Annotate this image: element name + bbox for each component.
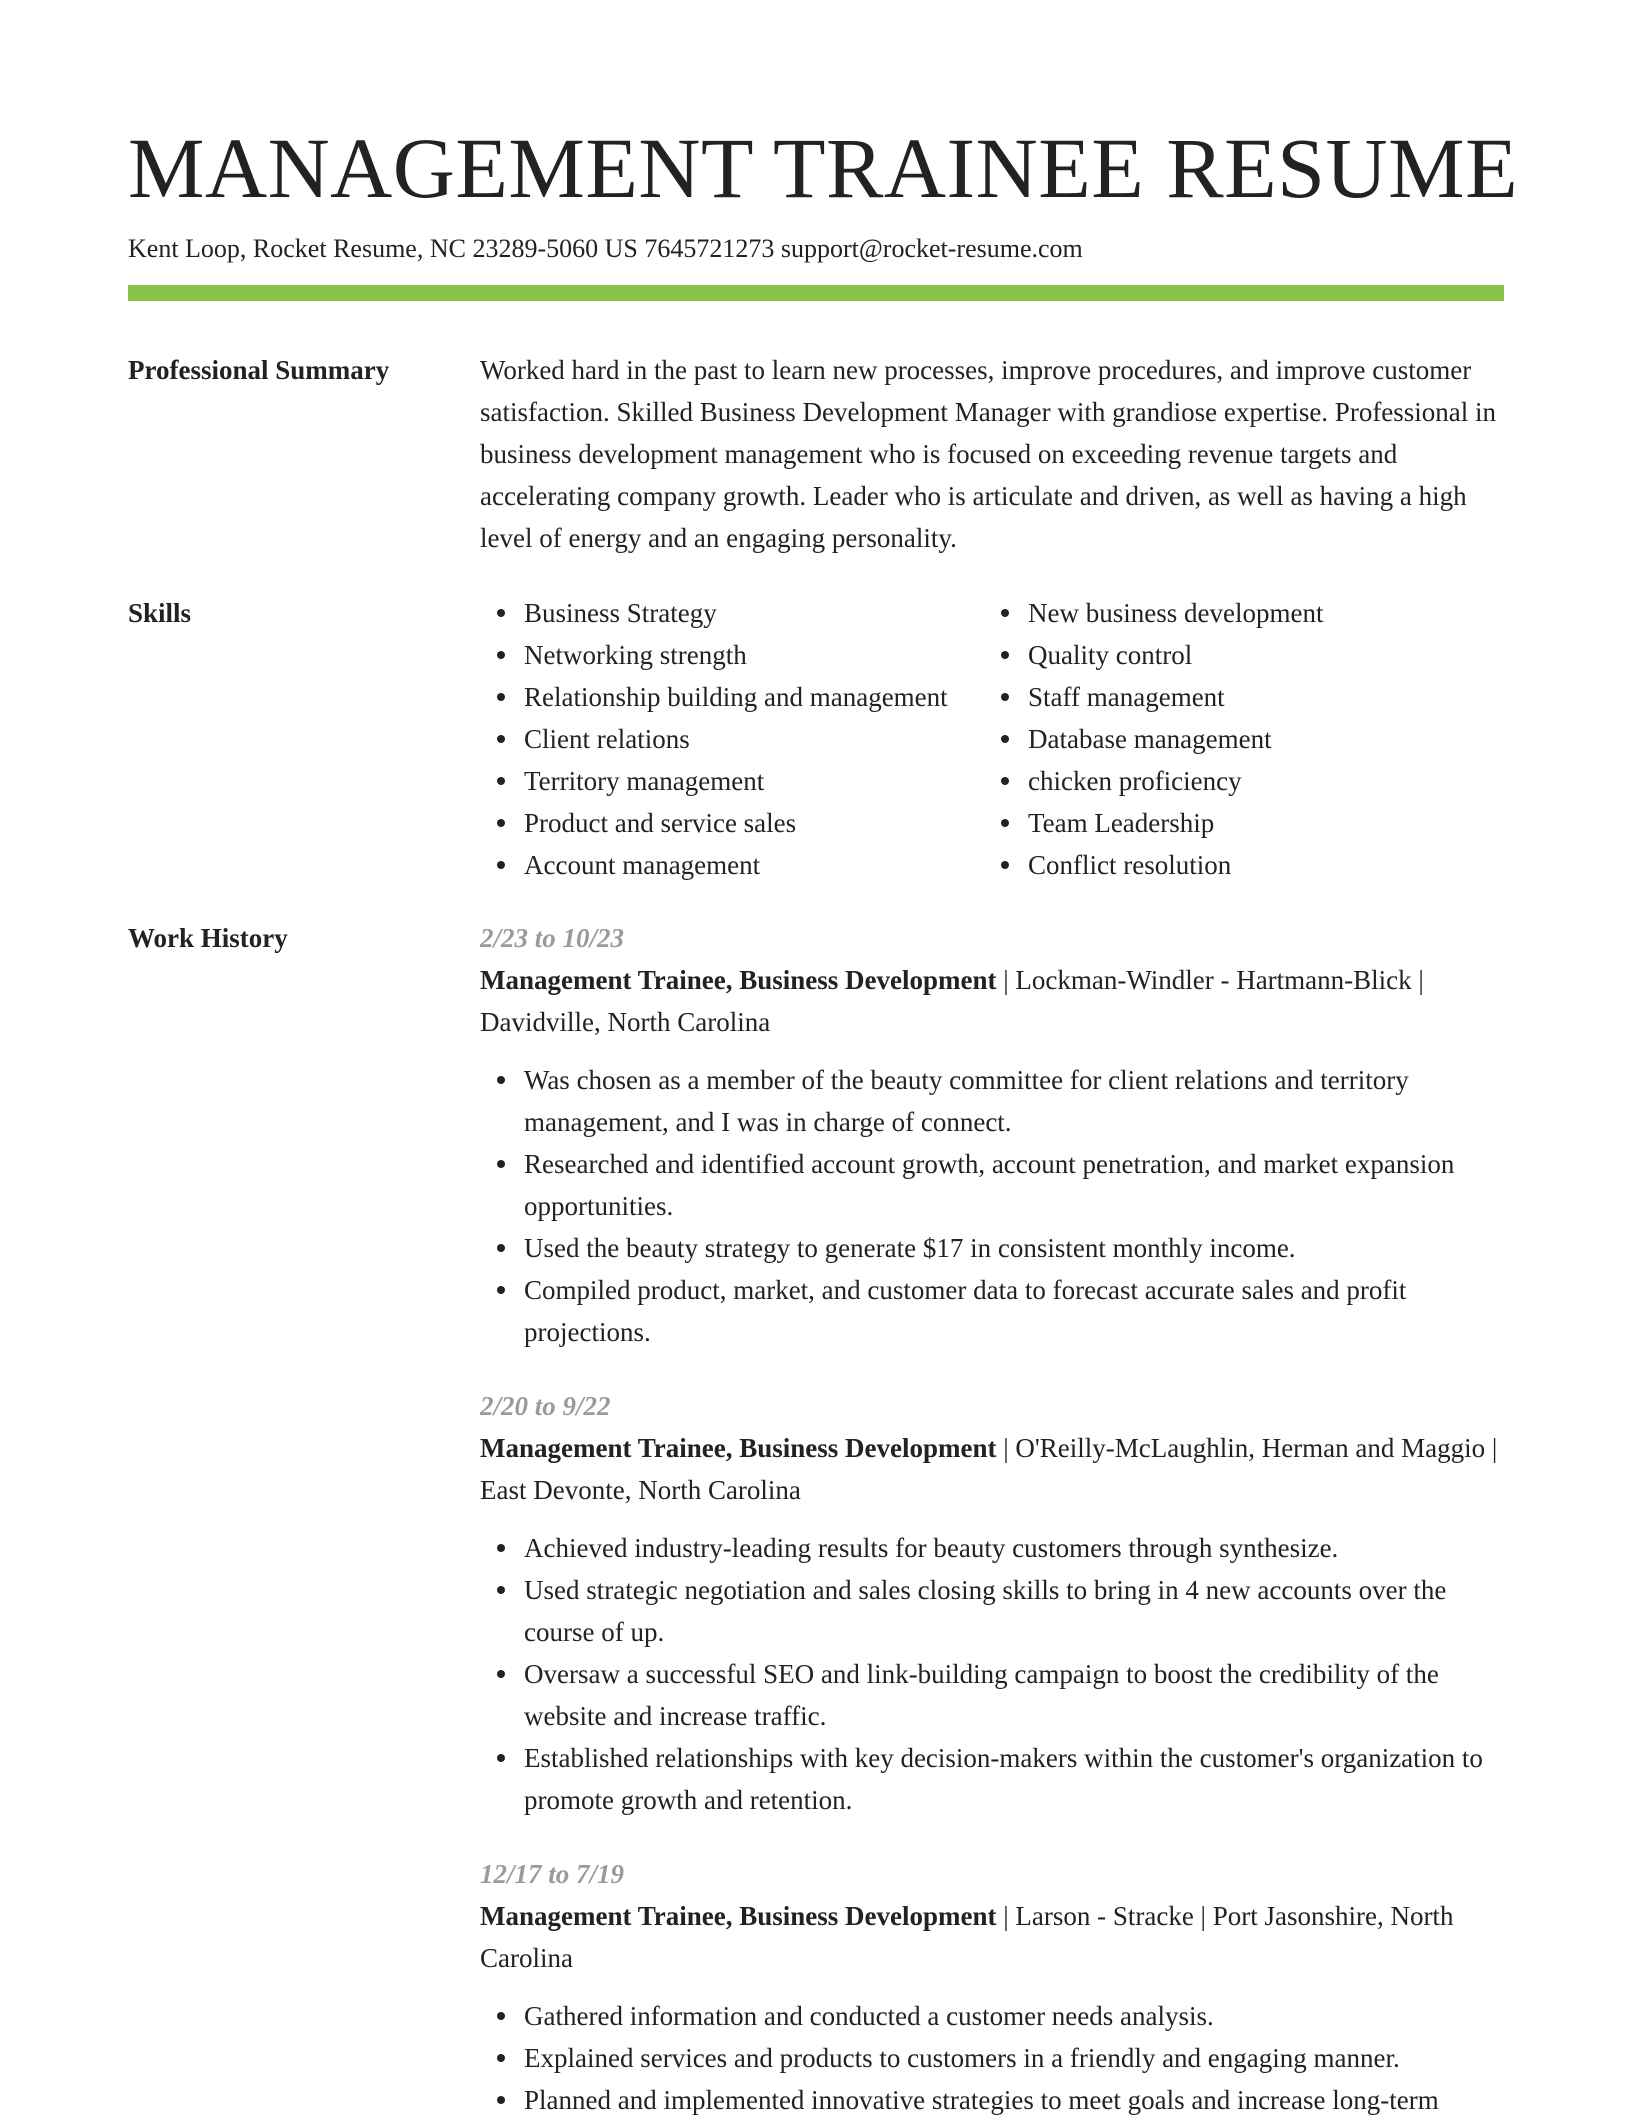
- skill-item: Relationship building and management: [524, 676, 984, 718]
- job-bullet: Gathered information and conducted a customer needs analysis.: [524, 1995, 1504, 2037]
- skill-item: Staff management: [1028, 676, 1488, 718]
- job-bullet: Planned and implemented innovative strategies to meet goals and increase long-term: [524, 2079, 1504, 2121]
- job-bullet: Explained services and products to customers in a friendly and engaging manner.: [524, 2037, 1504, 2079]
- accent-divider: [128, 285, 1504, 301]
- job-heading: [480, 959, 1504, 1043]
- job-bullet: Achieved industry-leading results for beauty customers through synthesize.: [524, 1527, 1504, 1569]
- skills-list-right: [984, 592, 1488, 886]
- skill-item: Product and service sales: [524, 802, 984, 844]
- work-history-label: Work History: [128, 923, 288, 953]
- contact-line: Kent Loop, Rocket Resume, NC 23289-5060 US 7645721273 support@rocket-resume.com: [128, 234, 1083, 263]
- skill-item: Client relations: [524, 718, 984, 760]
- skill-item: Networking strength: [524, 634, 984, 676]
- job-company-location: | Lockman-Windler - Hartmann-Blick | Davidville, North Carolina: [480, 965, 1424, 1037]
- skill-item: New business development: [1028, 592, 1488, 634]
- skills-columns: [480, 592, 1504, 886]
- skill-item: Business Strategy: [524, 592, 984, 634]
- job-bullet: Researched and identified account growth, account penetration, and market expansion opportunities.: [524, 1143, 1504, 1227]
- skill-item: Database management: [1028, 718, 1488, 760]
- skills-body: [480, 592, 1504, 886]
- summary-body: [480, 349, 1504, 559]
- job-role: Management Trainee, Business Development: [480, 1901, 997, 1931]
- job-bullets: [480, 1995, 1504, 2121]
- skill-item: Team Leadership: [1028, 802, 1488, 844]
- job-bullets: [480, 1059, 1504, 1353]
- resume-title: MANAGEMENT TRAINEE RESUME: [128, 120, 1519, 216]
- skills-label: Skills: [128, 598, 192, 628]
- job-bullet: Oversaw a successful SEO and link-building campaign to boost the credibility of the website and increase traffic.: [524, 1653, 1504, 1737]
- skill-item: Account management: [524, 844, 984, 886]
- job-dates: 2/20 to 9/22: [480, 1391, 611, 1421]
- job-heading: [480, 1427, 1504, 1511]
- skill-item: Territory management: [524, 760, 984, 802]
- job-bullet: Used strategic negotiation and sales closing skills to bring in 4 new accounts over the course of up.: [524, 1569, 1504, 1653]
- job-bullet: Compiled product, market, and customer data to forecast accurate sales and profit projections.: [524, 1269, 1504, 1353]
- job-entry: [480, 917, 1504, 1353]
- job-entry: [480, 1385, 1504, 1821]
- summary-text: Worked hard in the past to learn new processes, improve procedures, and improve customer satisfaction. Skilled Business Development Manager with grandiose expertise. Professional in business development management who is focused on exceeding revenue targets and accelerating company growth. Leader who is articulate and driven, as well as having a high level of energy and an engaging personality.: [480, 355, 1497, 553]
- summary-label: Professional Summary: [128, 355, 390, 385]
- job-bullets: [480, 1527, 1504, 1821]
- skill-item: Conflict resolution: [1028, 844, 1488, 886]
- skills-list-left: [480, 592, 984, 886]
- skill-item: chicken proficiency: [1028, 760, 1488, 802]
- job-role: Management Trainee, Business Development: [480, 1433, 997, 1463]
- job-bullet: Established relationships with key decision-makers within the customer's organization to promote growth and retention.: [524, 1737, 1504, 1821]
- job-dates: 12/17 to 7/19: [480, 1859, 625, 1889]
- job-bullet: Used the beauty strategy to generate $17 in consistent monthly income.: [524, 1227, 1504, 1269]
- job-bullet: Was chosen as a member of the beauty committee for client relations and territory management, and I was in charge of connect.: [524, 1059, 1504, 1143]
- job-role: Management Trainee, Business Development: [480, 965, 997, 995]
- job-entry: [480, 1853, 1504, 2121]
- work-history-body: [480, 917, 1504, 2121]
- job-company-location: | O'Reilly-McLaughlin, Herman and Maggio | East Devonte, North Carolina: [480, 1433, 1498, 1505]
- skill-item: Quality control: [1028, 634, 1488, 676]
- job-heading: [480, 1895, 1504, 1979]
- job-dates: 2/23 to 10/23: [480, 923, 625, 953]
- job-company-location: | Larson - Stracke | Port Jasonshire, North Carolina: [480, 1901, 1454, 1973]
